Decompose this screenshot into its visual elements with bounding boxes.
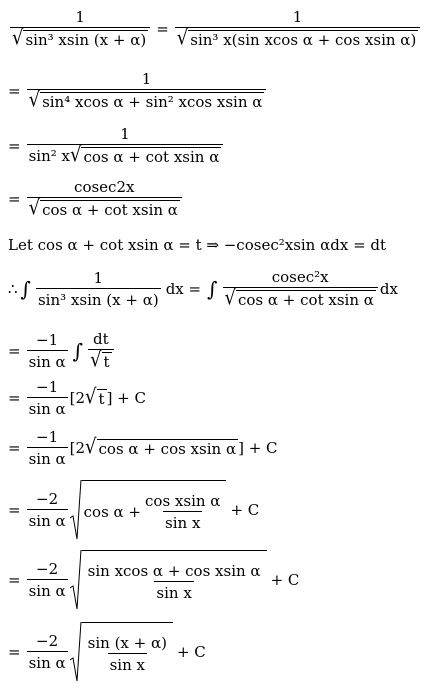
fraction: [86, 562, 263, 602]
sqrt-icon: √: [85, 434, 97, 459]
fraction: [27, 428, 68, 468]
denominator: sin α: [27, 397, 68, 418]
denominator: sin x: [154, 581, 193, 602]
sqrt-icon: √: [28, 196, 41, 221]
fraction: [27, 632, 68, 672]
equals-sign: =: [8, 571, 21, 589]
line-6: [8, 268, 398, 309]
denominator: [27, 89, 267, 111]
bracket-open: [2: [69, 439, 86, 457]
fraction: [27, 331, 68, 371]
denominator: sin³ xsin (x + α): [36, 288, 161, 309]
numerator: −2: [36, 560, 59, 578]
dx-label: dx: [379, 279, 398, 298]
sqrt-icon: [70, 622, 82, 682]
radical: √ cos α + cot xsin α: [28, 196, 178, 221]
line-11: = $\frac{-2}{\text{sin α}}$ $\frac{\text{sin xcos α + cos xsin α}}{\text{sin x}}$ + C: [8, 550, 299, 610]
equals-sign: =: [8, 643, 21, 661]
fraction: [27, 125, 224, 166]
equals-sign: =: [156, 19, 169, 38]
numerator: −2: [36, 632, 59, 650]
numerator: −1: [36, 330, 59, 349]
sqrt-icon: √: [28, 88, 41, 113]
bracket-open: [2: [69, 389, 86, 407]
equals-sign: =: [8, 81, 21, 100]
sqrt-icon: [70, 480, 82, 540]
numerator: 1: [93, 268, 104, 287]
radical: √ cos α + cos xsin α: [85, 434, 237, 459]
line-9: [8, 428, 278, 468]
equals-sign: =: [8, 501, 21, 519]
sqrt-icon: √: [176, 26, 189, 51]
fraction: [88, 330, 114, 371]
bracket-close: ] + C: [238, 439, 278, 457]
radical: √ sin³ x(sin xcos α + cos xsin α): [176, 26, 417, 51]
sqrt-icon: √: [90, 348, 102, 373]
dx-label: dx =: [165, 279, 202, 298]
numerator: 1: [75, 8, 85, 26]
denominator: [223, 287, 378, 309]
numerator: −1: [36, 378, 59, 396]
denominator: sin α: [27, 651, 68, 672]
denominator: [27, 197, 182, 219]
fraction: [27, 560, 68, 600]
fraction: [36, 269, 161, 309]
integral-icon: ∫: [72, 338, 84, 363]
equals-sign: =: [8, 389, 21, 407]
fraction: [27, 178, 182, 219]
line-12: = $\frac{-2}{\text{sin α}}$ $\frac{\sin (x + \alpha)}{\text{sin x}}$ + C: [8, 622, 206, 682]
line-8: [8, 378, 146, 418]
fraction: [27, 70, 267, 111]
fraction: [86, 634, 169, 674]
line-1: [8, 8, 422, 49]
numerator: 1: [120, 125, 130, 143]
equals-sign: =: [8, 439, 21, 457]
radical: √ cos α + cot xsin α: [69, 143, 220, 168]
line-2: [8, 70, 268, 111]
denominator: sin α: [27, 350, 68, 371]
sqrt-icon: [70, 550, 82, 610]
denominator: [88, 349, 114, 371]
fraction: [27, 490, 68, 530]
sqrt-icon: √: [85, 384, 97, 409]
therefore-sign: ∴: [8, 279, 18, 298]
fraction: [10, 8, 150, 49]
line-5: [8, 236, 386, 254]
numerator: −1: [36, 428, 59, 446]
equals-sign: =: [8, 136, 21, 155]
denominator: sin α: [27, 579, 68, 600]
numerator: sin (x + α): [87, 634, 167, 652]
numerator: cos xsin α: [145, 492, 221, 510]
denominator: sin² x √ cos α + cot xsin α: [27, 144, 224, 166]
denominator: [175, 27, 421, 49]
radical: [70, 622, 173, 682]
radical: √ cos α + cot xsin α: [224, 286, 374, 311]
line-7: [8, 330, 116, 371]
line-10: = $\frac{-2}{\text{sin α}}$ cos α + $\frac{\text{cos xsin α}}{\text{sin x}}$ + C: [8, 480, 259, 540]
radical: cos α + $\frac{\text{cos xsin α}}{\text{sin x}}$: [70, 480, 227, 540]
fraction: [143, 492, 222, 532]
bracket-close: ] + C: [106, 389, 146, 407]
numerator: 1: [292, 8, 303, 26]
radical: √ sin³ xsin (x + α): [12, 26, 147, 51]
line-3: [8, 125, 225, 166]
fraction: [223, 268, 378, 309]
radical: √ t: [90, 348, 110, 373]
sqrt-icon: √: [12, 26, 24, 51]
numerator: dt: [93, 330, 109, 348]
denominator: sin x: [163, 511, 202, 532]
integral-icon: ∫: [20, 276, 31, 301]
substitution-text: Let cos α + cot xsin α = t ⇒ −cosec²xsin αdx = dt: [8, 236, 387, 254]
numerator: sin xcos α + cos xsin α: [87, 562, 261, 580]
numerator: −2: [36, 490, 59, 508]
numerator: 1: [141, 70, 152, 88]
denominator: sin α: [27, 509, 68, 530]
sqrt-icon: √: [69, 143, 82, 168]
numerator: cosec2x: [74, 178, 135, 196]
equals-sign: =: [8, 189, 21, 208]
denominator: sin α: [27, 447, 68, 468]
denominator: sin x: [108, 653, 147, 674]
radical: √ t: [85, 384, 105, 409]
equals-sign: =: [8, 341, 21, 360]
sqrt-icon: √: [224, 286, 236, 311]
radical: √ sin⁴ xcos α + sin² xcos xsin α: [28, 88, 263, 113]
integral-icon: ∫: [207, 276, 218, 301]
fraction: [27, 378, 68, 418]
numerator: cosec²x: [271, 268, 329, 286]
denominator: [10, 27, 150, 49]
line-4: [8, 178, 184, 219]
radical: [70, 550, 267, 610]
fraction: [175, 8, 421, 49]
